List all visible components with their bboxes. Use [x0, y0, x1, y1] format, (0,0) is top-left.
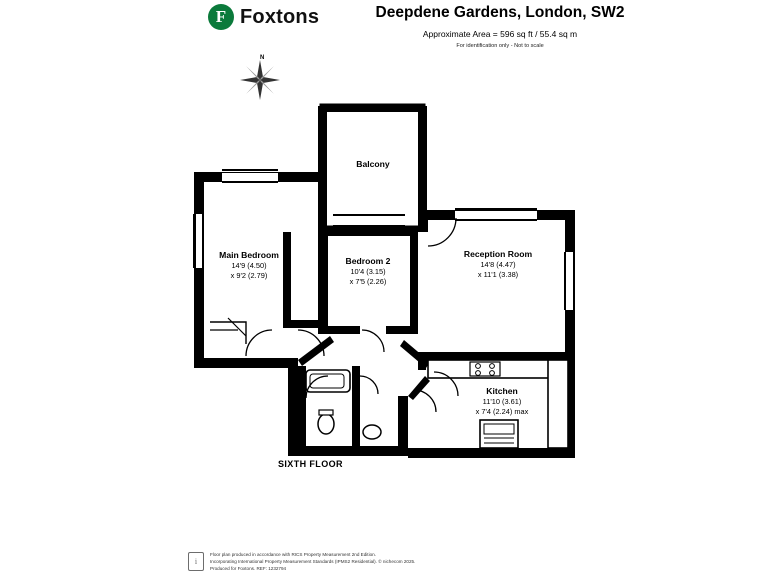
footer-disclaimer	[210, 552, 415, 573]
room-dimension-imperial: 11'10 (3.61)	[482, 397, 522, 407]
area-summary: Approximate Area = 596 sq ft / 55.4 sq m	[422, 29, 578, 39]
room-name: Main Bedroom	[219, 250, 279, 260]
room-dimension-imperial: 14'9 (4.50)	[231, 261, 267, 271]
floor-label: SIXTH FLOOR	[278, 459, 343, 469]
plan-fixtures	[210, 318, 568, 448]
room-name: Kitchen	[486, 386, 518, 396]
room-dimension-imperial: 14'8 (4.47)	[480, 260, 516, 270]
room-name: Balcony	[356, 159, 390, 169]
brand-name: Foxtons	[240, 5, 320, 28]
room-name: Bedroom 2	[345, 256, 391, 266]
room-label-reception-room	[435, 249, 561, 280]
room-label-balcony	[332, 159, 414, 170]
footer-block	[188, 552, 415, 573]
footer-line: Floor plan produced in accordance with RICS Property Measurement 2nd Edition.	[210, 552, 376, 557]
room-dimension-metric: x 7'5 (2.26)	[349, 277, 387, 287]
compass-north-label: N	[260, 55, 265, 61]
room-dimension-metric: x 9'2 (2.79)	[230, 271, 268, 281]
page-title: Deepdene Gardens, London, SW2	[375, 4, 625, 21]
room-name: Reception Room	[463, 249, 533, 259]
footer-line: Produced for Foxtons. REF: 1232794	[210, 565, 287, 571]
room-dimension-metric: x 11'1 (3.38)	[477, 270, 519, 280]
room-dimension-imperial: 10'4 (3.15)	[350, 267, 386, 277]
foxtons-logo-icon: F	[208, 4, 234, 30]
footer-line: Incorporating International Property Measurement Standards (IPMS2 Residential). © nichecom 2025.	[210, 558, 416, 564]
header-disclaimer: For identification only - Not to scale	[456, 43, 544, 49]
room-label-kitchen	[443, 386, 561, 417]
room-dimension-metric: x 7'4 (2.24) max	[475, 407, 529, 417]
room-label-main-bedroom	[185, 250, 313, 281]
room-label-bedroom-2	[322, 256, 414, 287]
info-icon: i	[188, 552, 204, 571]
